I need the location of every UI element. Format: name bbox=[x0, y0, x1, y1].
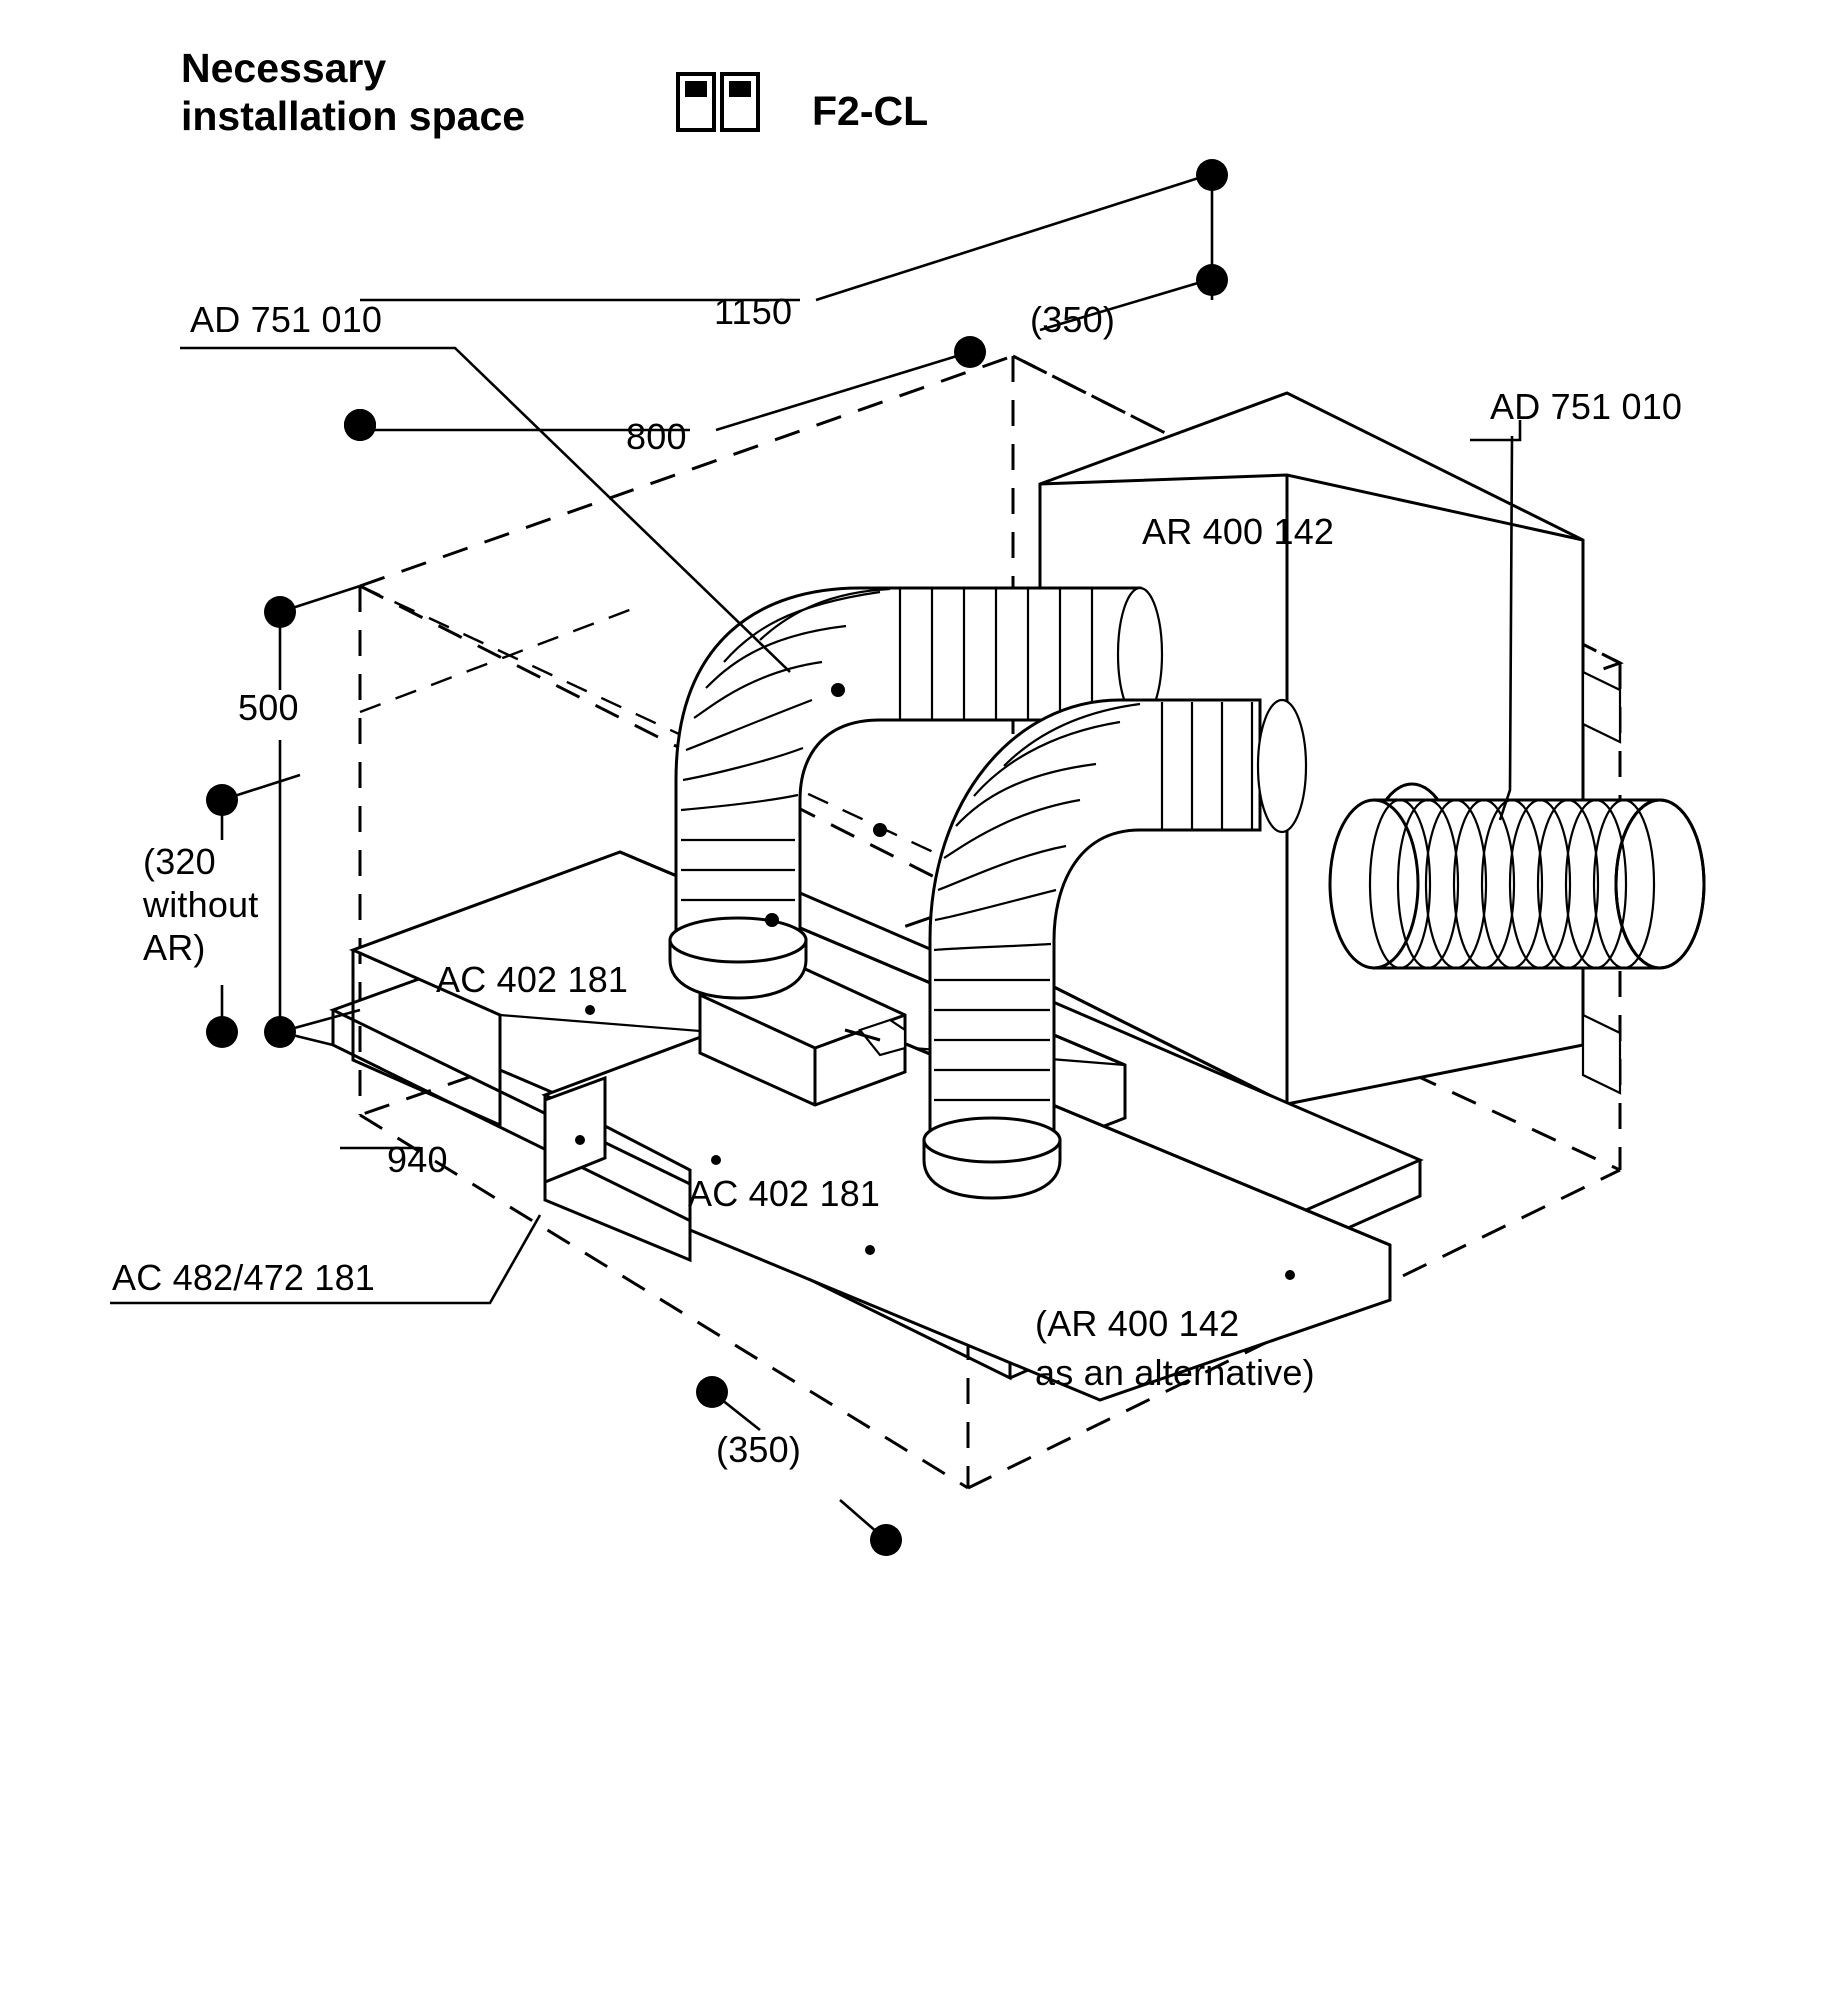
label-ar-400-142: AR 400 142 bbox=[1142, 511, 1335, 552]
label-ar-alternative-line2: as an alternative) bbox=[1035, 1351, 1315, 1393]
duct-right-horizontal bbox=[1330, 800, 1704, 968]
label-ar-alternative-line1: (AR 400 142 bbox=[1035, 1303, 1240, 1344]
dim-320-line3: AR) bbox=[143, 927, 206, 969]
dim-320-line1: (320 bbox=[143, 841, 216, 882]
dim-320-line2: without bbox=[143, 884, 259, 926]
dim-940: 940 bbox=[387, 1139, 448, 1180]
label-ac-402-181-lower: AC 402 181 bbox=[688, 1173, 881, 1214]
label-ad-751-010-right: AD 751 010 bbox=[1490, 386, 1683, 427]
label-ac-402-181-upper: AC 402 181 bbox=[436, 959, 629, 1000]
dim-320-without-ar bbox=[143, 840, 258, 970]
page-title-line1: Necessary bbox=[181, 45, 387, 91]
dim-350-top: (350) bbox=[1030, 299, 1116, 340]
model-code: F2-CL bbox=[812, 88, 929, 134]
dim-350-bottom: (350) bbox=[716, 1429, 802, 1470]
page-title-line2: installation space bbox=[181, 93, 526, 140]
dim-500: 500 bbox=[238, 687, 299, 728]
dim-1150: 1150 bbox=[714, 291, 793, 332]
dim-800: 800 bbox=[626, 416, 687, 457]
label-ar-alternative bbox=[1035, 1300, 1315, 1397]
label-ac-482-472-181: AC 482/472 181 bbox=[112, 1257, 376, 1298]
label-ad-751-010-left: AD 751 010 bbox=[190, 299, 383, 340]
